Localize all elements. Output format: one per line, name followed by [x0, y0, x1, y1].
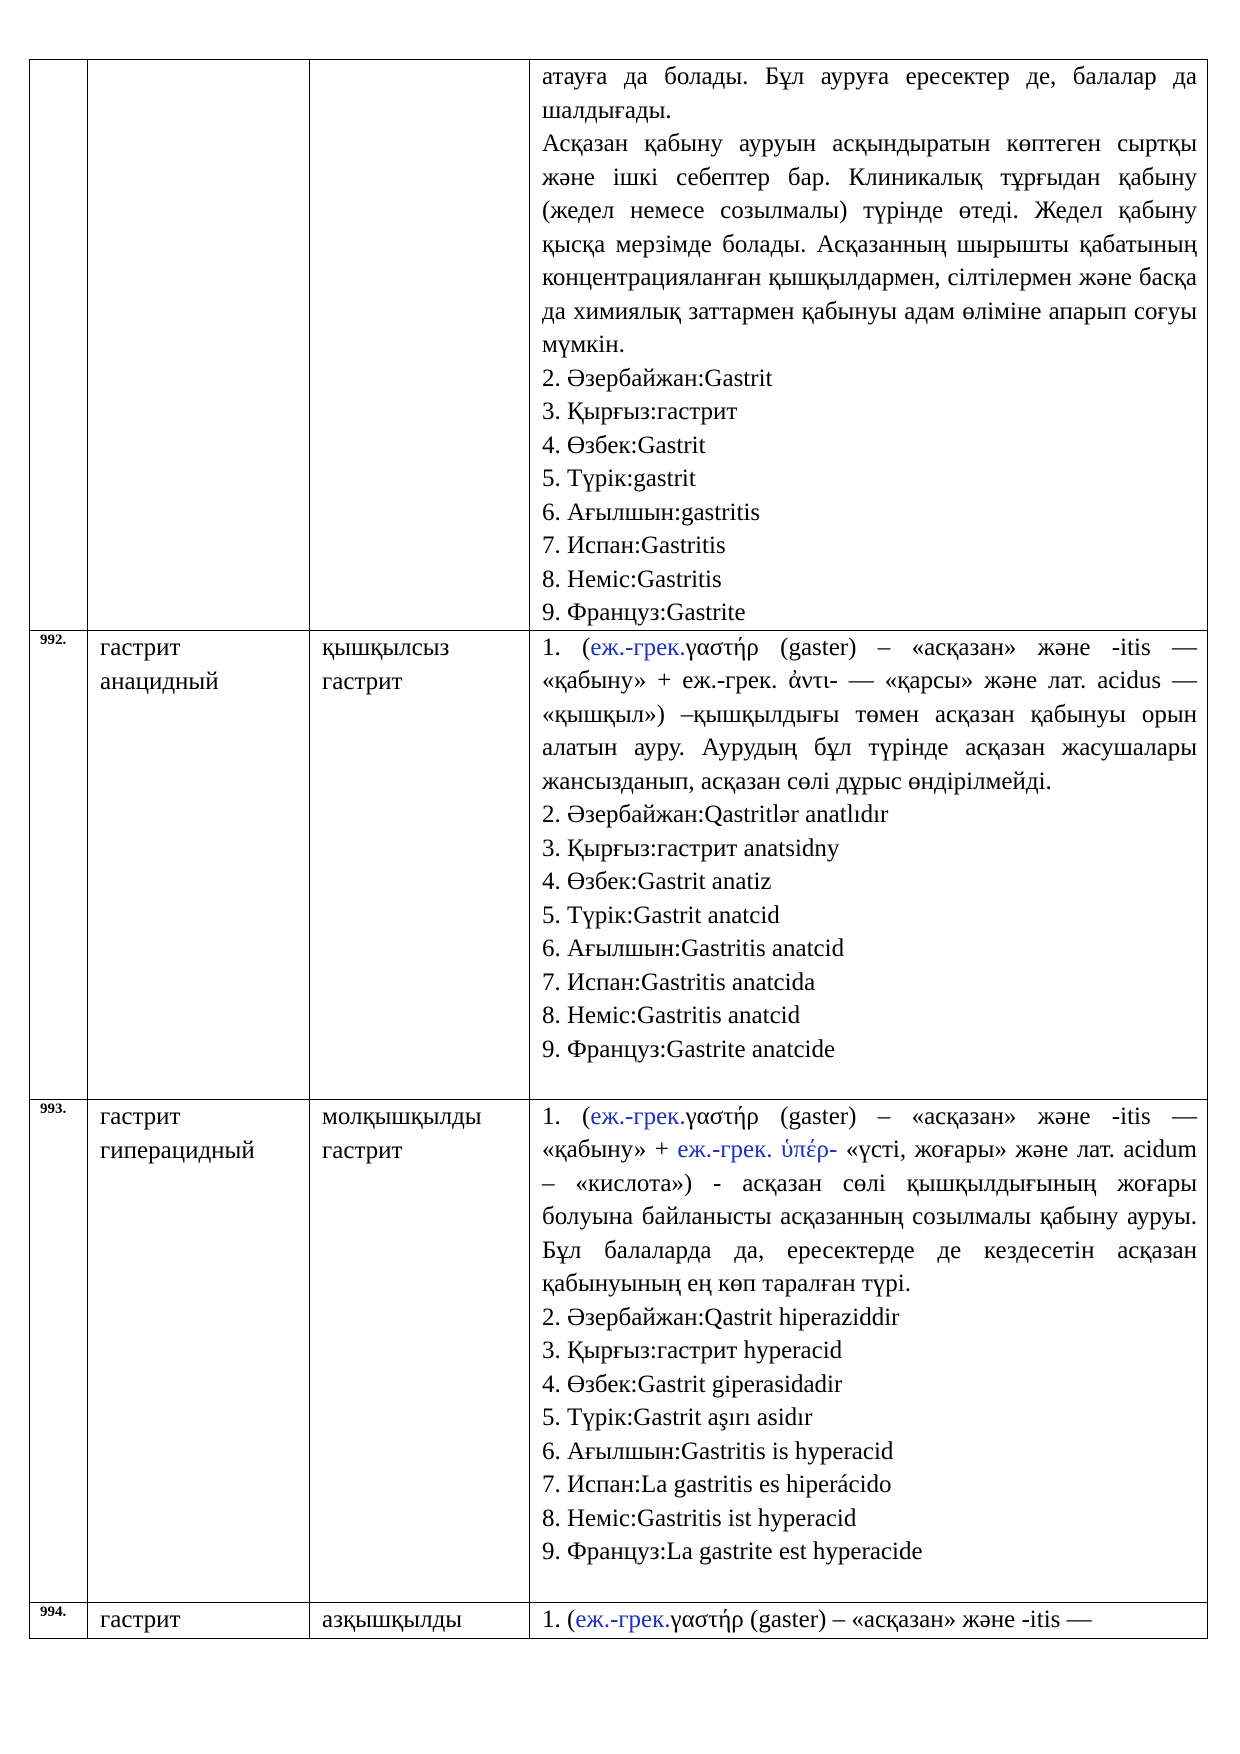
translation-line: 7. Испан:Gastritis [542, 532, 726, 559]
definition-cell [530, 1099, 1208, 1602]
translation-line: 4. Өзбек:Gastrit [542, 431, 706, 459]
definition-text: γαστήρ (gaster) – «асқазан» және -itis — [670, 1605, 1092, 1633]
definition-paragraph [542, 631, 1197, 799]
translation-line: 7. Испан:La gastritis es hiperácido [542, 1471, 892, 1498]
translation-line: 7. Испан:Gastritis anatcida [542, 968, 816, 996]
definition-cell [530, 60, 1208, 631]
kazakh-term: қышқылсыз гастрит [310, 630, 530, 1099]
translation-line: 5. Түрік:Gastrit aşırı asidır [542, 1404, 813, 1431]
table-row [30, 1602, 1208, 1638]
translation-line: 2. Әзербайжан:Gastrit [542, 364, 773, 392]
definition-cell [530, 630, 1208, 1099]
etymology-source: еж.-грек. ὑπέρ- [677, 1136, 838, 1163]
russian-term: гастрит гиперацидный [88, 1099, 310, 1602]
translation-line: 8. Неміс:Gastritis [542, 565, 722, 593]
translation-line: 3. Қырғыз:гастрит anatsidny [542, 834, 840, 862]
kazakh-term: молқышқылды гастрит [310, 1099, 530, 1602]
definition-prefix: 1. ( [542, 633, 591, 661]
definition-text: «үсті, жоғары» және лат. acidum – «кислота») - асқазан сөлі қышқылдығының жоғары болуына байланысты асқазанның созылмалы қабыну ауруы. Бұл балаларда да, ересектерде де кездесетін асқазан қабынуының ең көп таралған түрі. [542, 1136, 1198, 1297]
entry-number [30, 60, 88, 631]
translation-line: 6. Ағылшын:Gastritis is hyperacid [542, 1437, 894, 1465]
dictionary-table [29, 59, 1208, 1639]
translation-line: 2. Әзербайжан:Qastritlər anatlıdır [542, 801, 889, 828]
definition-prefix: 1. ( [542, 1102, 591, 1130]
etymology-source: еж.-грек. [575, 1605, 671, 1633]
definition-paragraph [542, 1100, 1197, 1301]
translation-line: 9. Француз:Gastrite [542, 599, 746, 626]
translation-line: 6. Ағылшын:gastritis [542, 498, 761, 526]
translation-line: 4. Өзбек:Gastrit giperasidadir [542, 1370, 843, 1398]
etymology-source: еж.-грек. [590, 633, 686, 661]
definition-text: γαστήρ (gaster) – «асқазан» және -itis — «қабыну» + еж.-грек. ἀντι- — «қарсы» және лат. acidus — «қышқыл») –қышқылдығы төмен асқазан қабынуы орын алатын ауру. Аурудың бұл түрінде асқазан жасушалары жансызданып, асқазан сөлі дұрыс өндірілмейді. [542, 633, 1197, 795]
definition-paragraph: атауға да болады. Бұл ауруға ересектер де, балалар да шалдығады. [542, 63, 1197, 124]
translation-line: 6. Ағылшын:Gastritis anatcid [542, 935, 845, 962]
kazakh-term: азқышқылды [310, 1602, 530, 1638]
translation-line: 5. Түрік:Gastrit anatcid [542, 901, 780, 929]
translation-line: 9. Француз:La gastrite est hyperacide [542, 1538, 923, 1565]
entry-number: 993. [30, 1099, 88, 1602]
translation-line: 2. Әзербайжан:Qastrit hiperaziddir [542, 1303, 900, 1331]
kazakh-term [310, 60, 530, 631]
definition-paragraph: Асқазан қабыну ауруын асқындыратын көптеген сыртқы және ішкі себептер бар. Клиникалық тұрғыдан қабыну (жедел немесе созылмалы) түрінде өтеді. Жедел қабыну қысқа мерзімде болады. Асқазанның шырышты қабатының концентрацияланған қышқылдармен, сілтілермен және басқа да химиялық заттармен қабынуы адам өліміне апарып соғуы мүмкін. [542, 130, 1197, 358]
russian-term: гастрит анацидный [88, 630, 310, 1099]
translation-line: 9. Француз:Gastrite anatcide [542, 1035, 836, 1063]
table-row [30, 1099, 1208, 1602]
translation-line: 3. Қырғыз:гастрит [542, 398, 738, 425]
table-row [30, 60, 1208, 631]
russian-term: гастрит [88, 1602, 310, 1638]
translation-line: 8. Неміс:Gastritis anatcid [542, 1002, 801, 1029]
definition-paragraph [542, 1603, 1197, 1637]
etymology-source: еж.-грек. [590, 1102, 686, 1130]
definition-prefix: 1. ( [542, 1605, 576, 1633]
translation-line: 5. Түрік:gastrit [542, 465, 696, 492]
definition-text: γαστήρ (gaster) – «асқазан» және -itis — «қабыну» + [542, 1102, 1197, 1163]
table-row [30, 630, 1208, 1099]
definition-cell [530, 1602, 1208, 1638]
entry-number: 994. [30, 1602, 88, 1638]
translation-line: 3. Қырғыз:гастрит hyperacid [542, 1337, 843, 1364]
translation-line: 8. Неміс:Gastritis ist hyperacid [542, 1504, 857, 1532]
russian-term [88, 60, 310, 631]
entry-number: 992. [30, 630, 88, 1099]
translation-line: 4. Өзбек:Gastrit anatiz [542, 868, 772, 895]
